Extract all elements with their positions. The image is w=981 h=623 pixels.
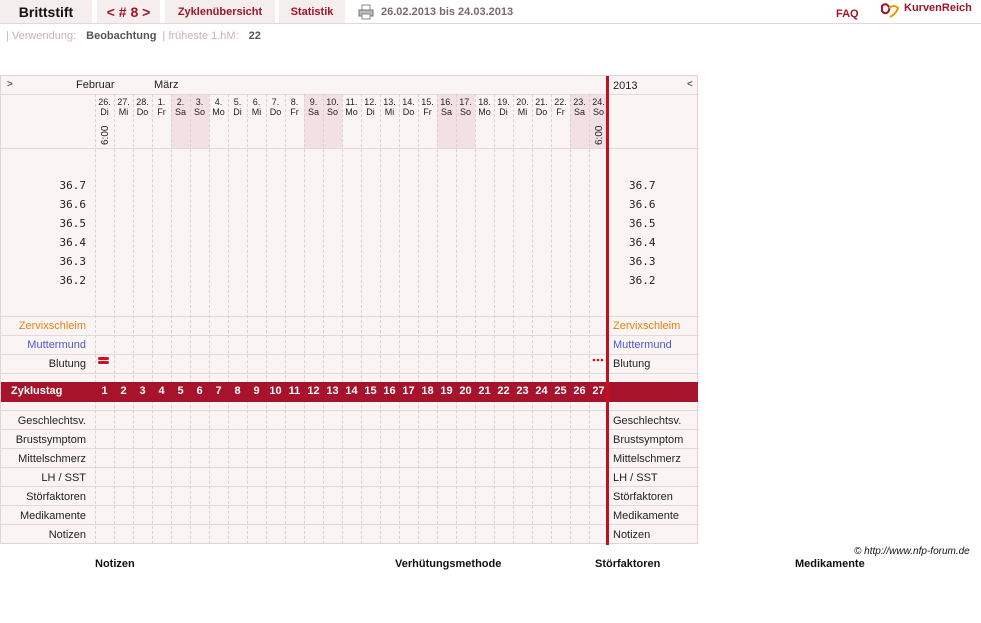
date-label: 24. — [592, 97, 605, 107]
grid-day-line — [209, 94, 210, 544]
top-bar — [0, 0, 981, 24]
temp-label-left: 36.3 — [59, 255, 86, 268]
row-label-right: Muttermund — [613, 339, 672, 351]
weekday-label: Fr — [556, 107, 565, 117]
row-label-left: Geschlechtsv. — [17, 415, 86, 427]
day-header[interactable] — [532, 97, 551, 117]
grid-row-line — [1, 94, 699, 95]
day-header[interactable] — [437, 97, 456, 117]
cycle-day-number: 9 — [253, 385, 260, 397]
day-header[interactable] — [361, 97, 380, 117]
weekday-label: Mo — [212, 107, 225, 117]
cycle-day-number: 24 — [535, 385, 548, 397]
cycle-day-number: 19 — [440, 385, 453, 397]
cycle-day-number: 12 — [307, 385, 320, 397]
grid-row-line — [1, 354, 699, 355]
time-last: 6:00 — [594, 125, 605, 145]
temp-label-right: 36.2 — [629, 274, 656, 287]
cycle-day-number: 17 — [402, 385, 415, 397]
row-label-left: Muttermund — [27, 339, 86, 351]
weekday-label: Do — [269, 107, 282, 117]
grid-day-line — [361, 94, 362, 544]
row-label-left: Zervixschleim — [18, 320, 86, 332]
grid-day-line — [304, 94, 305, 544]
weekday-label: Sa — [440, 107, 452, 117]
cycle-day-number: 7 — [215, 385, 222, 397]
row-label-left: Medikamente — [19, 510, 86, 522]
grid-day-line — [171, 94, 172, 544]
current-day-marker — [606, 76, 609, 545]
temp-label-left: 36.7 — [59, 179, 86, 192]
row-label-left: Brustsymptom — [15, 434, 86, 446]
date-label: 27. — [117, 97, 130, 107]
date-label: 28. — [136, 97, 149, 107]
faq-link[interactable]: FAQ — [836, 8, 859, 20]
row-label-left: Notizen — [48, 529, 86, 541]
row-label-left: Blutung — [48, 358, 86, 370]
usage-label: | Verwendung: — [6, 30, 77, 42]
grid-day-line — [266, 94, 267, 544]
date-label: 2. — [176, 97, 185, 107]
date-label: 16. — [440, 97, 453, 107]
date-label: 11. — [345, 97, 358, 107]
day-header[interactable] — [171, 97, 190, 117]
temp-label-left: 36.2 — [59, 274, 86, 287]
cycle-day-number: 4 — [158, 385, 165, 397]
row-label-right: Geschlechtsv. — [613, 415, 682, 427]
weekday-label: So — [326, 107, 338, 117]
day-header[interactable] — [513, 97, 532, 117]
date-label: 15. — [421, 97, 434, 107]
day-header[interactable] — [342, 97, 361, 117]
date-label: 17. — [459, 97, 472, 107]
grid-day-line — [456, 94, 457, 544]
day-header[interactable] — [494, 97, 513, 117]
grid-day-line — [228, 94, 229, 544]
grid-row-line — [1, 505, 699, 506]
grid-day-line — [342, 94, 343, 544]
weekday-label: Fr — [423, 107, 432, 117]
row-label-right: Notizen — [613, 529, 651, 541]
weekday-label: Mi — [251, 107, 262, 117]
weekday-label: So — [459, 107, 471, 117]
tab-cycle-overview[interactable]: Zyklenübersicht — [165, 0, 275, 23]
grid-day-line — [95, 94, 96, 544]
weekday-label: Do — [535, 107, 548, 117]
day-header[interactable] — [475, 97, 494, 117]
logo-text: KurvenReich — [904, 2, 972, 14]
disturbances-heading: Störfaktoren — [595, 558, 661, 570]
date-label: 18. — [478, 97, 491, 107]
day-header[interactable] — [95, 97, 114, 117]
grid-day-line — [114, 94, 115, 544]
weekday-label: Fr — [157, 107, 166, 117]
day-header[interactable] — [570, 97, 589, 117]
tab-statistics[interactable]: Statistik — [279, 0, 345, 23]
date-label: 5. — [233, 97, 242, 107]
day-header[interactable] — [190, 97, 209, 117]
grid-day-line — [475, 94, 476, 544]
cycle-day-number: 13 — [326, 385, 339, 397]
day-header[interactable] — [418, 97, 437, 117]
cycle-day-bar — [1, 382, 698, 402]
date-label: 23. — [573, 97, 586, 107]
temp-label-left: 36.5 — [59, 217, 86, 230]
grid-day-line — [532, 94, 533, 544]
weekday-label: Do — [136, 107, 149, 117]
row-label-left: Mittelschmerz — [18, 453, 86, 465]
row-label-right: Blutung — [613, 358, 651, 370]
month-label-1: Februar — [76, 79, 115, 91]
logo-icon — [880, 2, 900, 20]
cycle-day-label: Zyklustag — [11, 385, 63, 397]
weekday-label: So — [193, 107, 205, 117]
day-header[interactable] — [456, 97, 475, 117]
cycle-day-number: 15 — [364, 385, 377, 397]
grid-day-line — [247, 94, 248, 544]
date-label: 10. — [326, 97, 339, 107]
grid-day-line — [323, 94, 324, 544]
day-header[interactable] — [133, 97, 152, 117]
weekday-label: Di — [366, 107, 375, 117]
medication-heading: Medikamente — [795, 558, 865, 570]
cycle-day-number: 8 — [234, 385, 241, 397]
temp-label-right: 36.3 — [629, 255, 656, 268]
row-label-left: Störfaktoren — [26, 491, 86, 503]
date-label: 6. — [252, 97, 261, 107]
cycle-day-number: 27 — [592, 385, 605, 397]
usage-value: Beobachtung — [86, 30, 157, 42]
grid-day-line — [494, 94, 495, 544]
contraception-heading: Verhütungsmethode — [395, 558, 502, 570]
printer-icon[interactable] — [358, 4, 374, 20]
cycle-day-number: 21 — [478, 385, 491, 397]
bleeding-mark-heavy — [98, 356, 110, 366]
weekday-label: Di — [233, 107, 242, 117]
grid-day-line — [551, 94, 552, 544]
day-header[interactable] — [304, 97, 323, 117]
row-label-right: Brustsymptom — [613, 434, 684, 446]
cycle-day-number: 5 — [177, 385, 184, 397]
cycle-navigator[interactable]: < # 8 > — [97, 0, 160, 23]
weekday-label: Do — [402, 107, 415, 117]
day-header[interactable] — [399, 97, 418, 117]
grid-day-line — [133, 94, 134, 544]
day-header[interactable] — [228, 97, 247, 117]
weekday-label: Mo — [345, 107, 358, 117]
grid-day-line — [418, 94, 419, 544]
date-label: 21. — [535, 97, 548, 107]
cycle-day-number: 25 — [554, 385, 567, 397]
weekday-label: Mo — [478, 107, 491, 117]
grid-row-line — [1, 524, 699, 525]
temp-label-right: 36.7 — [629, 179, 656, 192]
cycle-day-number: 23 — [516, 385, 529, 397]
weekday-label: Sa — [573, 107, 585, 117]
weekday-label: Sa — [174, 107, 186, 117]
time-first: 6:00 — [100, 125, 111, 145]
weekday-label: Di — [100, 107, 109, 117]
cycle-day-number: 20 — [459, 385, 472, 397]
grid-day-line — [190, 94, 191, 544]
grid-day-line — [570, 94, 571, 544]
cycle-day-number: 2 — [120, 385, 127, 397]
row-label-right: Medikamente — [613, 510, 680, 522]
weekday-label: Mi — [384, 107, 395, 117]
temp-label-right: 36.4 — [629, 236, 656, 249]
date-label: 19. — [497, 97, 510, 107]
cycle-day-number: 6 — [196, 385, 203, 397]
grid-day-line — [437, 94, 438, 544]
date-label: 9. — [309, 97, 318, 107]
day-header[interactable] — [114, 97, 133, 117]
date-label: 22. — [554, 97, 567, 107]
row-label-left: LH / SST — [41, 472, 86, 484]
date-label: 14. — [402, 97, 415, 107]
date-label: 3. — [195, 97, 204, 107]
weekday-label: Sa — [307, 107, 319, 117]
weekday-label: Di — [499, 107, 508, 117]
grid-row-line — [1, 467, 699, 468]
temp-label-left: 36.6 — [59, 198, 86, 211]
earliest-label: | früheste 1.hM: — [162, 30, 239, 42]
copyright: © http://www.nfp-forum.de — [854, 546, 970, 557]
row-label-right: LH / SST — [613, 472, 658, 484]
day-header[interactable] — [209, 97, 228, 117]
notes-heading: Notizen — [95, 558, 135, 570]
day-header[interactable] — [247, 97, 266, 117]
day-header[interactable] — [152, 97, 171, 117]
grid-day-line — [513, 94, 514, 544]
cycle-day-number: 26 — [573, 385, 586, 397]
date-label: 13. — [383, 97, 396, 107]
user-name: Brittstift — [0, 0, 92, 23]
day-header[interactable] — [323, 97, 342, 117]
date-label: 12. — [364, 97, 377, 107]
grid-day-line — [380, 94, 381, 544]
date-label: 7. — [271, 97, 280, 107]
grid-day-line — [285, 94, 286, 544]
date-label: 26. — [98, 97, 111, 107]
cycle-day-number: 3 — [139, 385, 146, 397]
earliest-value: 22 — [248, 30, 261, 42]
weekday-label: Fr — [290, 107, 299, 117]
cycle-day-number: 18 — [421, 385, 434, 397]
cycle-day-number: 1 — [101, 385, 108, 397]
date-label: 4. — [214, 97, 223, 107]
nav-prev-button[interactable]: < — [687, 79, 693, 90]
cycle-day-number: 22 — [497, 385, 510, 397]
date-label: 20. — [516, 97, 529, 107]
date-range: 26.02.2013 bis 24.03.2013 — [381, 6, 514, 18]
weekday-label: So — [592, 107, 604, 117]
nav-next-button[interactable]: > — [7, 79, 13, 90]
year-label: 2013 — [613, 80, 638, 92]
grid-row-line — [1, 148, 699, 149]
row-label-right: Störfaktoren — [613, 491, 673, 503]
day-header[interactable] — [285, 97, 304, 117]
day-header[interactable] — [551, 97, 570, 117]
temp-label-right: 36.6 — [629, 198, 656, 211]
date-label: 1. — [157, 97, 166, 107]
day-header[interactable] — [266, 97, 285, 117]
grid-row-line — [1, 429, 699, 430]
temp-label-right: 36.5 — [629, 217, 656, 230]
bleeding-mark-spotting — [592, 358, 606, 362]
row-label-right: Zervixschleim — [613, 320, 681, 332]
cycle-day-number: 10 — [269, 385, 282, 397]
cycle-day-number: 11 — [288, 385, 301, 397]
month-label-2: März — [154, 79, 179, 91]
grid-row-line — [1, 410, 699, 411]
temp-label-left: 36.4 — [59, 236, 86, 249]
grid-day-line — [399, 94, 400, 544]
grid-row-line — [1, 486, 699, 487]
grid-row-line — [1, 448, 699, 449]
info-line — [6, 30, 267, 42]
logo[interactable] — [880, 2, 972, 20]
cycle-chart — [0, 75, 698, 544]
weekday-label: Mi — [118, 107, 129, 117]
weekday-label: Mi — [517, 107, 528, 117]
date-label: 8. — [290, 97, 299, 107]
grid-row-line — [1, 373, 699, 374]
grid-row-line — [1, 335, 699, 336]
grid-row-line — [1, 316, 699, 317]
cycle-day-number: 16 — [383, 385, 396, 397]
grid-day-line — [589, 94, 590, 544]
grid-day-line — [152, 94, 153, 544]
row-label-right: Mittelschmerz — [613, 453, 681, 465]
cycle-day-number: 14 — [345, 385, 358, 397]
day-header[interactable] — [380, 97, 399, 117]
